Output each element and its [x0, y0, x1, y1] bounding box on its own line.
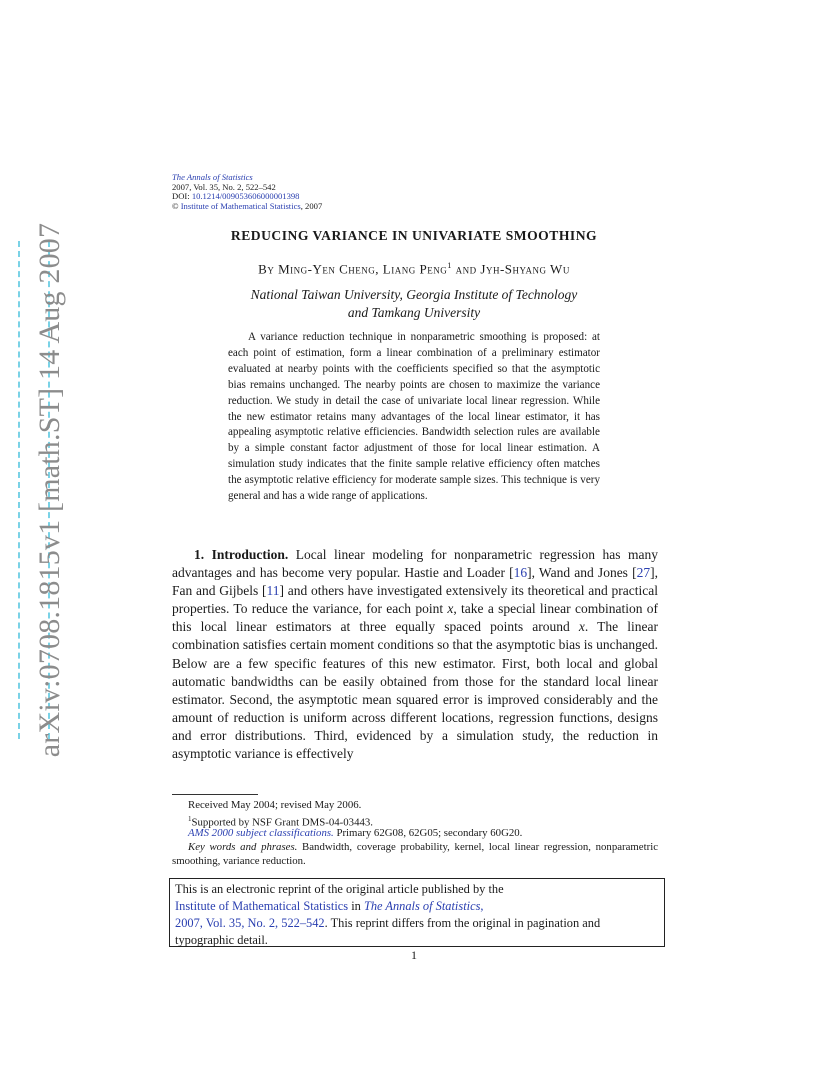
section-heading: 1. Introduction. [194, 547, 289, 562]
author-2-footnote-mark: 1 [447, 260, 452, 270]
ams-classification-link[interactable]: AMS 2000 subject classifications. [188, 827, 334, 839]
journal-link[interactable]: The Annals of Statistics [172, 172, 253, 182]
author-2: Liang Peng [382, 261, 448, 277]
paper-title: REDUCING VARIANCE IN UNIVARIATE SMOOTHING [230, 228, 598, 243]
citation-16[interactable]: 16 [513, 565, 528, 581]
volume-reprint-link[interactable]: 2007, Vol. 35, No. 2, 522–542 [175, 916, 325, 930]
abstract: A variance reduction technique in nonparametric smoothing is proposed: at each point of estimation, form a linear combination of a preliminary estimator evaluated at nearby points with the coefficients specified so that the asymptotic bias remains unchanged. The nearby points are chosen to maximize the variance reduction. We study in detail the case of univariate local linear regression. While the new estimator retains many advantages of the local linear estimator, it has appealing asymptotic relative efficiencies. Bandwidth selection rules are available by a simple constant factor adjustment of those for local linear estimation. A simulation study indicates that the finite sample relative efficiency often matches the asymptotic relative efficiency for moderate sample sizes. This technique is very general and has a wide range of applications. [228, 331, 600, 503]
doi-link[interactable]: 10.1214/009053606000001398 [191, 191, 300, 202]
footnote-grant: $^1$Supported by NSF Grant DMS-04-03443. [188, 815, 373, 829]
copyright-icon: © [172, 200, 179, 211]
reprint-text: This is an electronic reprint of the original article published by the Institute of Mathematical Statistics in The Annals of Statistics, 2007, Vol. 35, No. 2, 522–542. This reprint differs from the original in pagination and typographic detail. [175, 882, 601, 947]
affiliation: National Taiwan University, Georgia Institute of Technology and Tamkang University [250, 287, 578, 320]
ims-link[interactable]: Institute of Mathematical Statistics [180, 200, 301, 211]
journal-header [172, 173, 322, 211]
doi-line: DOI: 10.1214/009053606000001398 [172, 191, 300, 202]
citation-11[interactable]: 11 [266, 583, 280, 599]
footnote-keywords: Key words and phrases. Bandwidth, coverage probability, kernel, local linear regression, nonparametric smoothing, variance reduction. [172, 841, 658, 868]
page-number: 1 [411, 948, 417, 962]
footnote-ams: AMS 2000 subject classifications. Primary 62G08, 62G05; secondary 60G20. [188, 827, 523, 839]
ims-reprint-link[interactable]: Institute of Mathematical Statistics [175, 899, 349, 913]
author-1: Ming-Yen Cheng, [278, 261, 383, 277]
author-3: Jyh-Shyang Wu [480, 261, 570, 277]
copyright-line: © Institute of Mathematical Statistics, 2007 [172, 200, 323, 211]
authors: By Ming-Yen Cheng, Liang Peng$^1$ and Jyh-Shyang Wu [258, 260, 570, 277]
footnote-rule [172, 794, 258, 795]
annals-reprint-link[interactable]: The Annals of Statistics [363, 899, 481, 913]
arxiv-stamp: arXiv:0708.1815v1 [math.ST] 14 Aug 2007 [33, 222, 66, 758]
introduction-paragraph: 1. Introduction. Local linear modeling for nonparametric regression has many advantages and has become very popular. Hastie and Loader [16], Wand and Jones [27], Fan and Gijbels [11] and others have investigated extensively its theoretical and practical properties. To reduce the variance, for each point x, take a special linear combination of this local linear estimators at three equally spaced points around x. The linear combination satisfies certain moment conditions so that the asymptotic bias is unchanged. Below are a few specific features of this new estimator. First, both local and global automatic bandwidths can be easily obtained from those for the standard local linear estimator. Second, the asymptotic mean squared error is improved considerably and the amount of reduction is uniform across different locations, regression functions, designs and error distributions. Third, evidenced by a simulation study, the reduction in asymptotic variance is effectively [172, 547, 658, 762]
citation-27[interactable]: 27 [636, 565, 651, 581]
footnote-received: Received May 2004; revised May 2006. [188, 799, 362, 811]
volume-line: 2007, Vol. 35, No. 2, 522–542 [172, 181, 276, 192]
